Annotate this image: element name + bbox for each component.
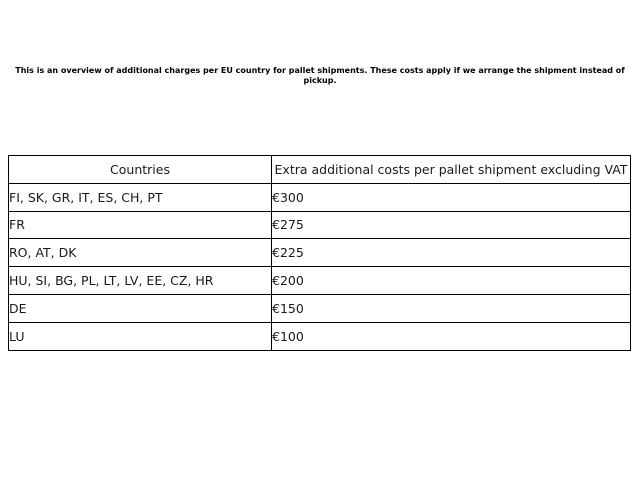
- charges-table: [8, 155, 631, 351]
- table-row: [9, 322, 631, 350]
- countries-cell: LU: [9, 322, 272, 350]
- table-row: [9, 183, 631, 211]
- cost-cell: €200: [272, 267, 631, 295]
- intro-text: This is an overview of additional charges per EU country for pallet shipments. These costs apply if we arrange the shipment instead of pickup.: [15, 66, 625, 85]
- cost-cell: €150: [272, 294, 631, 322]
- countries-cell: DE: [9, 294, 272, 322]
- table-row: [9, 294, 631, 322]
- cost-cell: €275: [272, 211, 631, 239]
- countries-cell: RO, AT, DK: [9, 239, 272, 267]
- table-row: [9, 239, 631, 267]
- countries-cell: FR: [9, 211, 272, 239]
- cost-cell: €300: [272, 183, 631, 211]
- cost-cell: €225: [272, 239, 631, 267]
- countries-cell: HU, SI, BG, PL, LT, LV, EE, CZ, HR: [9, 267, 272, 295]
- countries-column-header: Countries: [9, 156, 272, 184]
- table-row: [9, 211, 631, 239]
- costs-column-header: Extra additional costs per pallet shipment excluding VAT: [272, 156, 631, 184]
- table-row: [9, 267, 631, 295]
- countries-cell: FI, SK, GR, IT, ES, CH, PT: [9, 183, 272, 211]
- table-header-row: [9, 156, 631, 184]
- cost-cell: €100: [272, 322, 631, 350]
